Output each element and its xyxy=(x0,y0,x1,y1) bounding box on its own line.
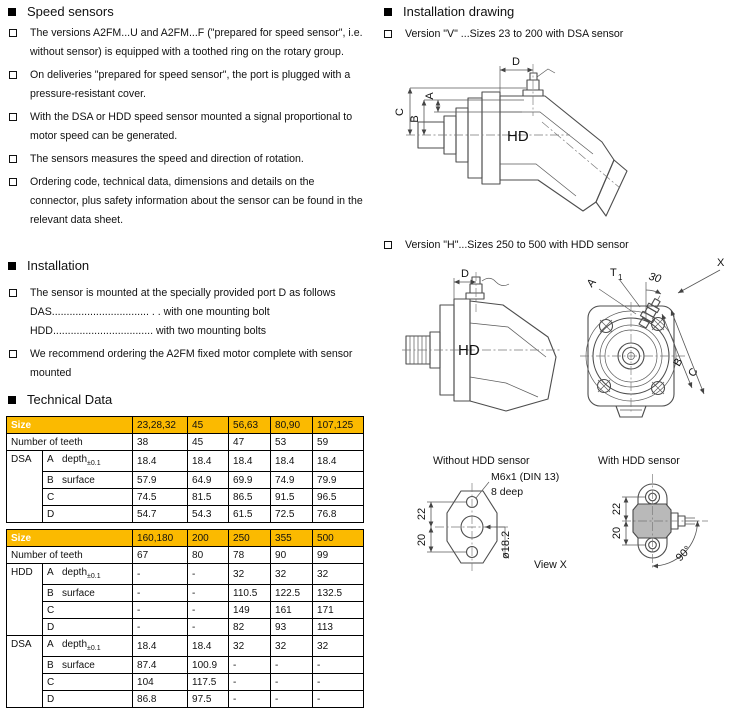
dim-22-2: 22 xyxy=(611,502,623,516)
dim-20: 20 xyxy=(416,533,428,547)
table-header-value: 23,28,32 xyxy=(133,417,188,434)
bullet-item xyxy=(8,24,364,62)
square-bullet-icon xyxy=(384,30,392,38)
row-label xyxy=(43,602,133,619)
table-cell: - xyxy=(188,619,229,636)
t1-sub-label: 1 xyxy=(618,273,623,282)
row-letter: C xyxy=(47,491,55,503)
table-cell: 69.9 xyxy=(229,472,271,489)
table-cell: - xyxy=(229,691,271,708)
row-letter: B xyxy=(47,587,54,599)
section-title: Technical Data xyxy=(27,392,113,407)
row-letter: D xyxy=(47,621,55,633)
drawing-port-without-sensor xyxy=(405,467,600,582)
group-label: DSA xyxy=(7,451,43,523)
section-marker-icon xyxy=(8,396,16,404)
table-cell: 86.5 xyxy=(229,489,271,506)
square-bullet-icon xyxy=(9,71,17,79)
without-hdd-label: Without HDD sensor xyxy=(433,455,530,467)
table-cell: - xyxy=(271,657,313,674)
row-desc: surface xyxy=(62,587,95,599)
row-label xyxy=(43,489,133,506)
section-heading-installation-drawing xyxy=(384,4,514,19)
table-cell: - xyxy=(229,657,271,674)
square-bullet-icon xyxy=(9,350,17,358)
bullet-item xyxy=(8,108,364,146)
table-header-value: 500 xyxy=(313,530,364,547)
hd-label-2: HD xyxy=(458,342,480,359)
with-hdd-label: With HDD sensor xyxy=(598,455,680,467)
row-label xyxy=(43,674,133,691)
teeth-value: 67 xyxy=(133,547,188,564)
row-letter: D xyxy=(47,693,55,705)
table-cell: 81.5 xyxy=(188,489,229,506)
row-desc-sub: ±0.1 xyxy=(87,572,101,580)
row-letter: D xyxy=(47,508,55,520)
bullet-text: With the DSA or HDD speed sensor mounted a signal proportional to motor speed can be generated. xyxy=(30,111,353,142)
teeth-value: 99 xyxy=(313,547,364,564)
section-marker-icon xyxy=(8,262,16,270)
table-cell: 74.5 xyxy=(133,489,188,506)
dim-label-d: D xyxy=(512,56,520,68)
version-h-item xyxy=(384,239,629,252)
dia-18-2: ø18.2 xyxy=(500,530,512,559)
table-cell: 18.4 xyxy=(133,636,188,657)
bullet-item xyxy=(8,150,364,169)
table-cell: - xyxy=(229,674,271,691)
view-x-label: View X xyxy=(534,559,567,571)
table-cell: 93 xyxy=(271,619,313,636)
table-cell: - xyxy=(271,674,313,691)
table-cell: 82 xyxy=(229,619,271,636)
table-cell: 32 xyxy=(313,636,364,657)
table-header-value: 80,90 xyxy=(271,417,313,434)
bullet-item xyxy=(8,284,364,341)
teeth-label: Number of teeth xyxy=(7,547,133,564)
table-cell: 104 xyxy=(133,674,188,691)
table-cell: 32 xyxy=(229,564,271,585)
table-cell: 97.5 xyxy=(188,691,229,708)
table-header-value: 355 xyxy=(271,530,313,547)
table-header-value: 45 xyxy=(188,417,229,434)
technical-data-table-1 xyxy=(6,416,364,523)
section-title: Installation drawing xyxy=(403,4,515,19)
row-label xyxy=(43,585,133,602)
square-bullet-icon xyxy=(9,178,17,186)
table-cell: 86.8 xyxy=(133,691,188,708)
table-cell: - xyxy=(133,585,188,602)
view-x-arrow-label: X xyxy=(717,257,725,269)
table-cell: 18.4 xyxy=(271,451,313,472)
table-header-size: Size xyxy=(7,417,133,434)
table-cell: 18.4 xyxy=(229,451,271,472)
table-cell: - xyxy=(133,619,188,636)
leader-line-das: DAS................................. . . with one mounting bolt xyxy=(30,306,270,318)
version-v-item xyxy=(384,28,623,41)
row-desc: depth xyxy=(62,453,88,465)
square-bullet-icon xyxy=(384,241,392,249)
table-cell: 110.5 xyxy=(229,585,271,602)
teeth-value: 59 xyxy=(313,434,364,451)
section-heading-technical-data xyxy=(8,392,112,407)
table-cell: 96.5 xyxy=(313,489,364,506)
table-cell: 132.5 xyxy=(313,585,364,602)
table-cell: 57.9 xyxy=(133,472,188,489)
row-desc: depth xyxy=(62,566,88,578)
dim-label-b: B xyxy=(409,115,421,123)
table-cell: 161 xyxy=(271,602,313,619)
section-heading-installation xyxy=(8,258,89,273)
row-letter: B xyxy=(47,659,54,671)
bullet-text: The versions A2FM...U and A2FM...F ("prepared for speed sensor", i.e. without sensor) is equipped with a toothed ring on the rotary group. xyxy=(30,27,363,58)
thread-callout-line1: M6x1 (DIN 13) xyxy=(491,471,560,483)
t1-label: T xyxy=(610,267,617,279)
table-cell: - xyxy=(188,564,229,585)
row-label xyxy=(43,506,133,523)
drawing-version-h-side xyxy=(398,262,568,417)
row-desc-sub: ±0.1 xyxy=(87,644,101,652)
table-cell: 32 xyxy=(271,564,313,585)
table-cell: 122.5 xyxy=(271,585,313,602)
teeth-value: 80 xyxy=(188,547,229,564)
table-cell: - xyxy=(271,691,313,708)
row-letter: A xyxy=(47,638,54,650)
dim-label-d-2: D xyxy=(461,268,469,280)
teeth-value: 90 xyxy=(271,547,313,564)
table-cell: 54.3 xyxy=(188,506,229,523)
drawing-version-v xyxy=(390,50,635,232)
drawing-version-h-front xyxy=(574,252,744,426)
row-label xyxy=(43,636,133,657)
table-header-value: 107,125 xyxy=(313,417,364,434)
square-bullet-icon xyxy=(9,155,17,163)
table-cell: 64.9 xyxy=(188,472,229,489)
table-cell: - xyxy=(188,585,229,602)
row-letter: C xyxy=(47,604,55,616)
teeth-value: 47 xyxy=(229,434,271,451)
table-cell: - xyxy=(313,691,364,708)
thread-callout-line2: 8 deep xyxy=(491,486,524,498)
bullet-text: On deliveries "prepared for speed sensor", the port is plugged with a pressure-resistant cover. xyxy=(30,69,351,100)
dim-label-c: C xyxy=(394,108,406,116)
table-cell: 113 xyxy=(313,619,364,636)
teeth-value: 78 xyxy=(229,547,271,564)
row-label xyxy=(43,657,133,674)
table-cell: 117.5 xyxy=(188,674,229,691)
table-header-value: 160,180 xyxy=(133,530,188,547)
square-bullet-icon xyxy=(9,113,17,121)
section-title: Speed sensors xyxy=(27,4,114,19)
table-cell: 76.8 xyxy=(313,506,364,523)
speed-sensors-list xyxy=(8,24,364,234)
bullet-text: The sensor is mounted at the specially provided port D as follows xyxy=(30,287,336,299)
dim-label-b-front: B xyxy=(671,356,686,369)
square-bullet-icon xyxy=(9,29,17,37)
table-cell: 100.9 xyxy=(188,657,229,674)
bullet-text: Ordering code, technical data, dimensions and details on the connector, plus safety information about the sensor can be found in the relevant data sheet. xyxy=(30,176,363,226)
row-desc-sub: ±0.1 xyxy=(87,459,101,467)
teeth-value: 38 xyxy=(133,434,188,451)
table-cell: 18.4 xyxy=(188,451,229,472)
angle-30-label: 30 xyxy=(647,270,663,286)
table-cell: 87.4 xyxy=(133,657,188,674)
teeth-label: Number of teeth xyxy=(7,434,133,451)
bullet-text: We recommend ordering the A2FM fixed motor complete with sensor mounted xyxy=(30,348,353,379)
table-cell: - xyxy=(188,602,229,619)
hd-label: HD xyxy=(507,128,529,145)
row-letter: A xyxy=(47,453,54,465)
table-cell: 79.9 xyxy=(313,472,364,489)
table-cell: 171 xyxy=(313,602,364,619)
table-cell: 149 xyxy=(229,602,271,619)
bullet-item xyxy=(8,66,364,104)
angle-90-label: 90° xyxy=(673,543,695,565)
table-cell: - xyxy=(313,674,364,691)
table-cell: - xyxy=(133,602,188,619)
table-cell: 18.4 xyxy=(188,636,229,657)
table-cell: 18.4 xyxy=(313,451,364,472)
drawing-with-hdd-sensor xyxy=(596,466,746,578)
table-cell: 61.5 xyxy=(229,506,271,523)
teeth-value: 45 xyxy=(188,434,229,451)
table-header-value: 250 xyxy=(229,530,271,547)
installation-list xyxy=(8,284,364,387)
table-header-value: 200 xyxy=(188,530,229,547)
row-label xyxy=(43,691,133,708)
table-cell: - xyxy=(133,564,188,585)
table-cell: - xyxy=(313,657,364,674)
row-letter: B xyxy=(47,474,54,486)
section-marker-icon xyxy=(384,8,392,16)
version-h-text: Version "H"...Sizes 250 to 500 with HDD sensor xyxy=(405,239,629,251)
table-cell: 54.7 xyxy=(133,506,188,523)
table-cell: 74.9 xyxy=(271,472,313,489)
row-label xyxy=(43,472,133,489)
table-header-size: Size xyxy=(7,530,133,547)
table-header-value: 56,63 xyxy=(229,417,271,434)
bullet-item xyxy=(8,173,364,230)
table-cell: 32 xyxy=(313,564,364,585)
row-label xyxy=(43,451,133,472)
section-heading-speed-sensors xyxy=(8,4,114,19)
square-bullet-icon xyxy=(9,289,17,297)
row-label xyxy=(43,564,133,585)
bullet-text: The sensors measures the speed and direction of rotation. xyxy=(30,153,304,165)
dim-20-2: 20 xyxy=(611,526,623,540)
technical-data-table-2 xyxy=(6,529,364,708)
row-desc: surface xyxy=(62,474,95,486)
table-cell: 91.5 xyxy=(271,489,313,506)
teeth-value: 53 xyxy=(271,434,313,451)
row-label xyxy=(43,619,133,636)
table-cell: 72.5 xyxy=(271,506,313,523)
row-desc: depth xyxy=(62,638,88,650)
row-letter: C xyxy=(47,676,55,688)
row-letter: A xyxy=(47,566,54,578)
dim-22: 22 xyxy=(416,507,428,521)
version-v-text: Version "V" ...Sizes 23 to 200 with DSA sensor xyxy=(405,28,624,40)
group-label: DSA xyxy=(7,636,43,708)
dim-label-a-front: A xyxy=(584,276,599,290)
section-title: Installation xyxy=(27,258,90,273)
dim-label-a: A xyxy=(424,92,436,100)
leader-line-hdd: HDD.................................. with two mounting bolts xyxy=(30,325,267,337)
table-cell: 32 xyxy=(229,636,271,657)
dim-label-c-front: C xyxy=(686,366,701,379)
row-desc: surface xyxy=(62,659,95,671)
table-cell: 18.4 xyxy=(133,451,188,472)
group-label: HDD xyxy=(7,564,43,636)
section-marker-icon xyxy=(8,8,16,16)
bullet-item xyxy=(8,345,364,383)
table-cell: 32 xyxy=(271,636,313,657)
